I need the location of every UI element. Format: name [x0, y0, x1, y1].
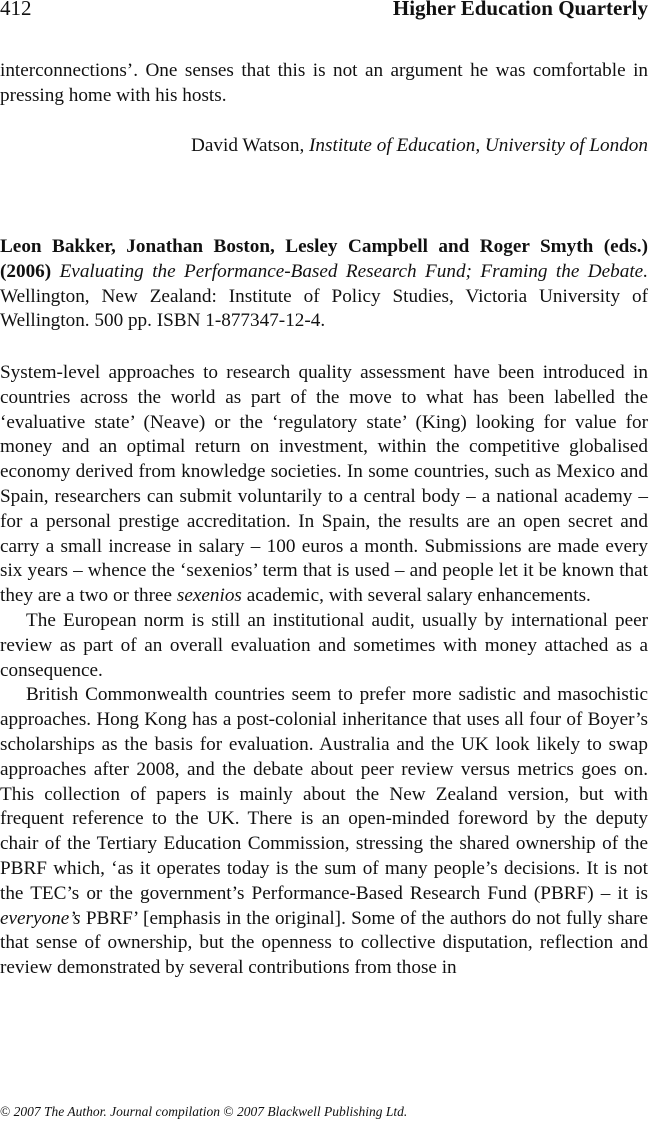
previous-review-ending [0, 59, 648, 109]
paragraph-text: academic, with several salary enhancements. [246, 585, 591, 607]
page-number: 412 [0, 0, 32, 20]
reviewer-signature [191, 135, 648, 157]
copyright-footer [0, 1104, 407, 1120]
review-text [0, 361, 648, 981]
paragraph-text: British Commonwealth countries seem to prefer more sadistic and masochistic approaches. Hong Kong has a post-colonial inheritance that uses all four of Boyer’s scholarships as the basis for evaluation. Australia and the UK look likely to swap approaches after 2008, and the debate about peer review versus metrics goes on. This collection of papers is mainly about the New Zealand version, but with frequent reference to the UK. There is an open-minded foreword by the deputy chair of the Tertiary Education Commission, stressing the shared ownership of the PBRF which, ‘as it operates today is the sum of many people’s decisions. It is not the TEC’s or the government’s Performance-Based Research Fund (PBRF) – it is [0, 684, 648, 904]
copyright-symbol: © [0, 1104, 11, 1119]
running-header [0, 0, 650, 22]
closing-paragraph: interconnections’. One senses that this is not an argument he was comfortable in pressing home with his hosts. [0, 60, 648, 106]
emphasis-text: sexenios [176, 585, 242, 607]
review-paragraph-3 [0, 683, 648, 981]
reviewer-affiliation: Institute of Education, University of London [309, 135, 648, 156]
journal-title: Higher Education Quarterly [392, 0, 648, 20]
paragraph-text: PBRF’ [emphasis in the original]. Some of the authors do not fully share that sense of ownership, but the openness to collective disputation, reflection and review demonstrated by several contributions from those in [0, 907, 648, 979]
copyright-symbol: © [223, 1104, 234, 1119]
emphasis-text: everyone’s [0, 907, 81, 929]
paragraph-text: System-level approaches to research quality assessment have been introduced in countries across the world as part of the move to what has been labelled the ‘evaluative state’ (Neave) or the ‘regulatory state’ (King) looking for value for money and an optimal return on investment, within the competitive globalised economy derived from knowledge societies. In some countries, such as Mexico and Spain, researchers can submit voluntarily to a central body – a national academy – for a personal prestige accreditation. In Spain, the results are an open secret and carry a small increase in salary – 100 euros a month. Submissions are made every six years – whence the ‘sexenios’ term that is used – and people let it be known that they are a two or three [0, 362, 648, 607]
copyright-text-publisher: 2007 Blackwell Publishing Ltd. [237, 1104, 408, 1119]
copyright-text-author: 2007 The Author. Journal compilation [13, 1104, 221, 1119]
book-citation [0, 235, 648, 334]
book-publication: Wellington, New Zealand: Institute of Policy Studies, Victoria University of Wellington. 500 pp. ISBN 1-877347-12-4. [0, 285, 648, 332]
book-title: Evaluating the Performance-Based Research Fund; Framing the Debate. [59, 260, 648, 282]
review-paragraph-2: The European norm is still an institutional audit, usually by international peer review as part of an overall evaluation and sometimes with money attached as a consequence. [0, 609, 648, 681]
review-paragraph-1 [0, 361, 648, 609]
reviewer-name: David Watson, [191, 135, 305, 156]
book-authors: Leon Bakker, Jonathan Boston, Lesley Campbell and Roger Smyth (eds.) (2006) [0, 236, 648, 282]
